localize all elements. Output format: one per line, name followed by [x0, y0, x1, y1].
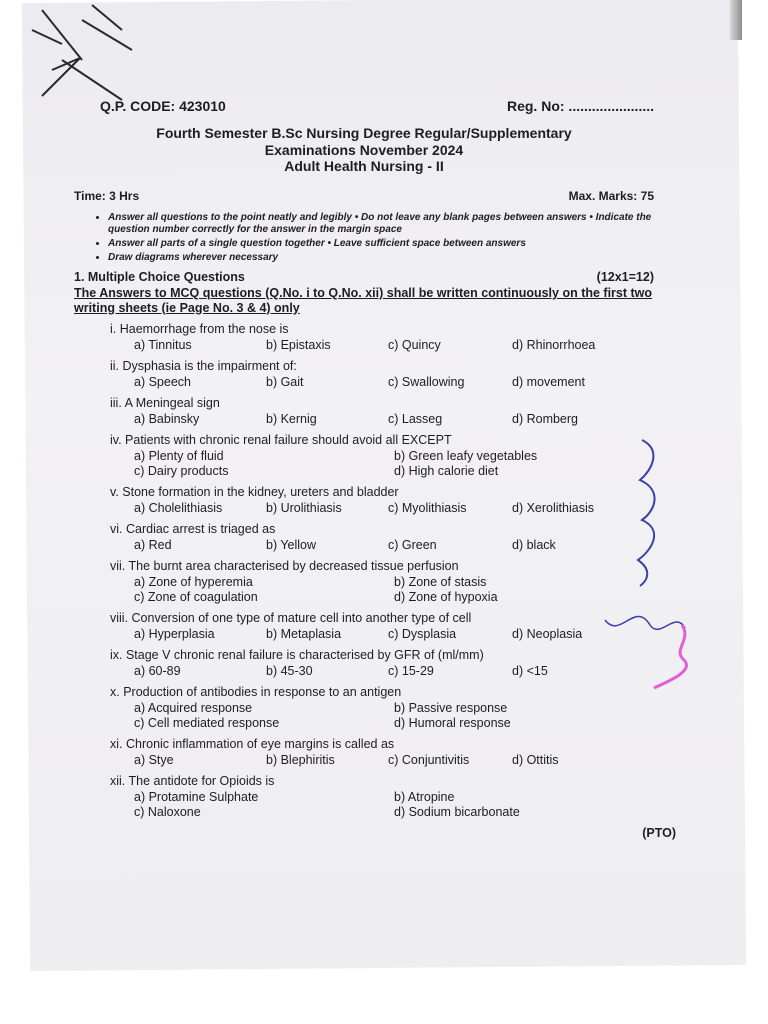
question-options: [74, 753, 654, 768]
option: b) Atropine: [394, 789, 455, 804]
option: a) Zone of hyperemia: [134, 574, 253, 589]
question-options: [74, 501, 654, 516]
option: d) movement: [512, 374, 585, 389]
question-options: [74, 338, 654, 353]
option: c) 15-29: [388, 663, 434, 678]
instruction-item: • Draw diagrams wherever necessary: [108, 252, 654, 264]
option: d) Xerolithiasis: [512, 500, 594, 515]
option: d) High calorie diet: [394, 463, 499, 478]
question-options: [74, 538, 654, 553]
question-stem: vi. Cardiac arrest is triaged as: [110, 521, 276, 536]
option: c) Swallowing: [388, 374, 465, 389]
option: b) Yellow: [266, 537, 317, 552]
question-stem: xii. The antidote for Opioids is: [110, 773, 275, 788]
instruction-item: • Answer all parts of a single question together • Leave sufficient space between answers: [108, 238, 654, 250]
option: a) Cholelithiasis: [134, 500, 223, 515]
option: c) Myolithiasis: [388, 500, 467, 515]
title-line-1: Fourth Semester B.Sc Nursing Degree Regular/Supplementary: [156, 124, 572, 141]
option: d) Humoral response: [394, 715, 511, 730]
question-options: [74, 790, 654, 820]
option: c) Dairy products: [134, 463, 229, 478]
option: d) Romberg: [512, 411, 578, 426]
option: a) Stye: [134, 752, 174, 767]
option: b) Zone of stasis: [394, 574, 487, 589]
question-options: [74, 664, 654, 679]
question-options: [74, 627, 654, 642]
exam-meta-row: [74, 189, 654, 203]
option: a) Speech: [134, 374, 191, 389]
title-line-3: Adult Health Nursing - II: [284, 158, 444, 175]
option: d) black: [512, 537, 556, 552]
qp-code: Q.P. CODE: 423010: [100, 98, 226, 114]
question-item: [74, 396, 654, 427]
question-stem: ix. Stage V chronic renal failure is characterised by GFR of (ml/mm): [110, 647, 484, 662]
instructions-list: [74, 212, 654, 264]
question-stem: x. Production of antibodies in response to an antigen: [110, 684, 402, 699]
option: c) Cell mediated response: [134, 715, 280, 730]
option: c) Naloxone: [134, 804, 201, 819]
option: b) Urolithiasis: [266, 500, 342, 515]
option: d) Zone of hypoxia: [394, 589, 498, 604]
question-options: [74, 449, 654, 479]
question-stem: xi. Chronic inflammation of eye margins is called as: [110, 736, 395, 751]
option: c) Conjuntivitis: [388, 752, 470, 767]
section-heading: [74, 270, 654, 285]
question-item: [74, 433, 654, 479]
question-item: [74, 522, 654, 553]
question-item: [74, 359, 654, 390]
question-options: [74, 575, 654, 605]
option: c) Quincy: [388, 337, 441, 352]
header-row: [74, 98, 654, 115]
question-stem: iv. Patients with chronic renal failure should avoid all EXCEPT: [110, 432, 452, 447]
question-item: [74, 322, 654, 353]
question-stem: vii. The burnt area characterised by decreased tissue perfusion: [110, 558, 459, 573]
question-item: [74, 485, 654, 516]
title-line-2: Examinations November 2024: [264, 141, 464, 158]
paper-shadow-edge: [730, 0, 742, 40]
instruction-item: • Answer all questions to the point neatly and legibly • Do not leave any blank pages between answers • Indicate the question number correctly for the answer in the margin space: [108, 212, 654, 236]
option: b) Metaplasia: [266, 626, 342, 641]
option: a) Plenty of fluid: [134, 448, 224, 463]
question-item: [74, 559, 654, 605]
question-item: [74, 685, 654, 731]
exam-content: [74, 98, 654, 820]
option: b) Green leafy vegetables: [394, 448, 538, 463]
reg-number: Reg. No: ......................: [506, 98, 654, 114]
question-stem: v. Stone formation in the kidney, ureters and bladder: [110, 484, 399, 499]
option: b) Kernig: [266, 411, 317, 426]
max-marks: Max. Marks: 75: [568, 189, 654, 204]
option: d) Rhinorrhoea: [512, 337, 596, 352]
question-options: [74, 412, 654, 427]
section-title: 1. Multiple Choice Questions: [74, 269, 245, 284]
question-item: [74, 774, 654, 820]
option: d) <15: [512, 663, 548, 678]
option: c) Lasseg: [388, 411, 443, 426]
question-stem: i. Haemorrhage from the nose is: [110, 321, 289, 336]
time-allowed: Time: 3 Hrs: [74, 189, 140, 204]
question-options: [74, 375, 654, 390]
option: c) Dysplasia: [388, 626, 457, 641]
question-stem: ii. Dysphasia is the impairment of:: [110, 358, 297, 373]
question-item: [74, 648, 654, 679]
section-note: The Answers to MCQ questions (Q.No. i to Q.No. xii) shall be written continuously on the first two writing sheets (ie Page No. 3 & 4) only: [74, 285, 653, 315]
option: b) 45-30: [266, 663, 313, 678]
option: c) Zone of coagulation: [134, 589, 258, 604]
question-item: [74, 611, 654, 642]
option: b) Epistaxis: [266, 337, 331, 352]
option: a) Red: [134, 537, 172, 552]
option: a) 60-89: [134, 663, 181, 678]
question-options: [74, 701, 654, 731]
option: a) Acquired response: [134, 700, 253, 715]
option: d) Sodium bicarbonate: [394, 804, 520, 819]
section-marks: (12x1=12): [596, 269, 654, 284]
option: a) Hyperplasia: [134, 626, 215, 641]
option: c) Green: [388, 537, 437, 552]
question-stem: viii. Conversion of one type of mature cell into another type of cell: [110, 610, 472, 625]
question-item: [74, 737, 654, 768]
exam-title: [74, 125, 654, 175]
option: a) Tinnitus: [134, 337, 192, 352]
option: a) Babinsky: [134, 411, 200, 426]
question-stem: iii. A Meningeal sign: [110, 395, 220, 410]
please-turn-over: (PTO): [642, 826, 676, 840]
option: b) Gait: [266, 374, 304, 389]
option: d) Neoplasia: [512, 626, 583, 641]
option: b) Blephiritis: [266, 752, 335, 767]
option: a) Protamine Sulphate: [134, 789, 259, 804]
option: b) Passive response: [394, 700, 508, 715]
option: d) Ottitis: [512, 752, 559, 767]
